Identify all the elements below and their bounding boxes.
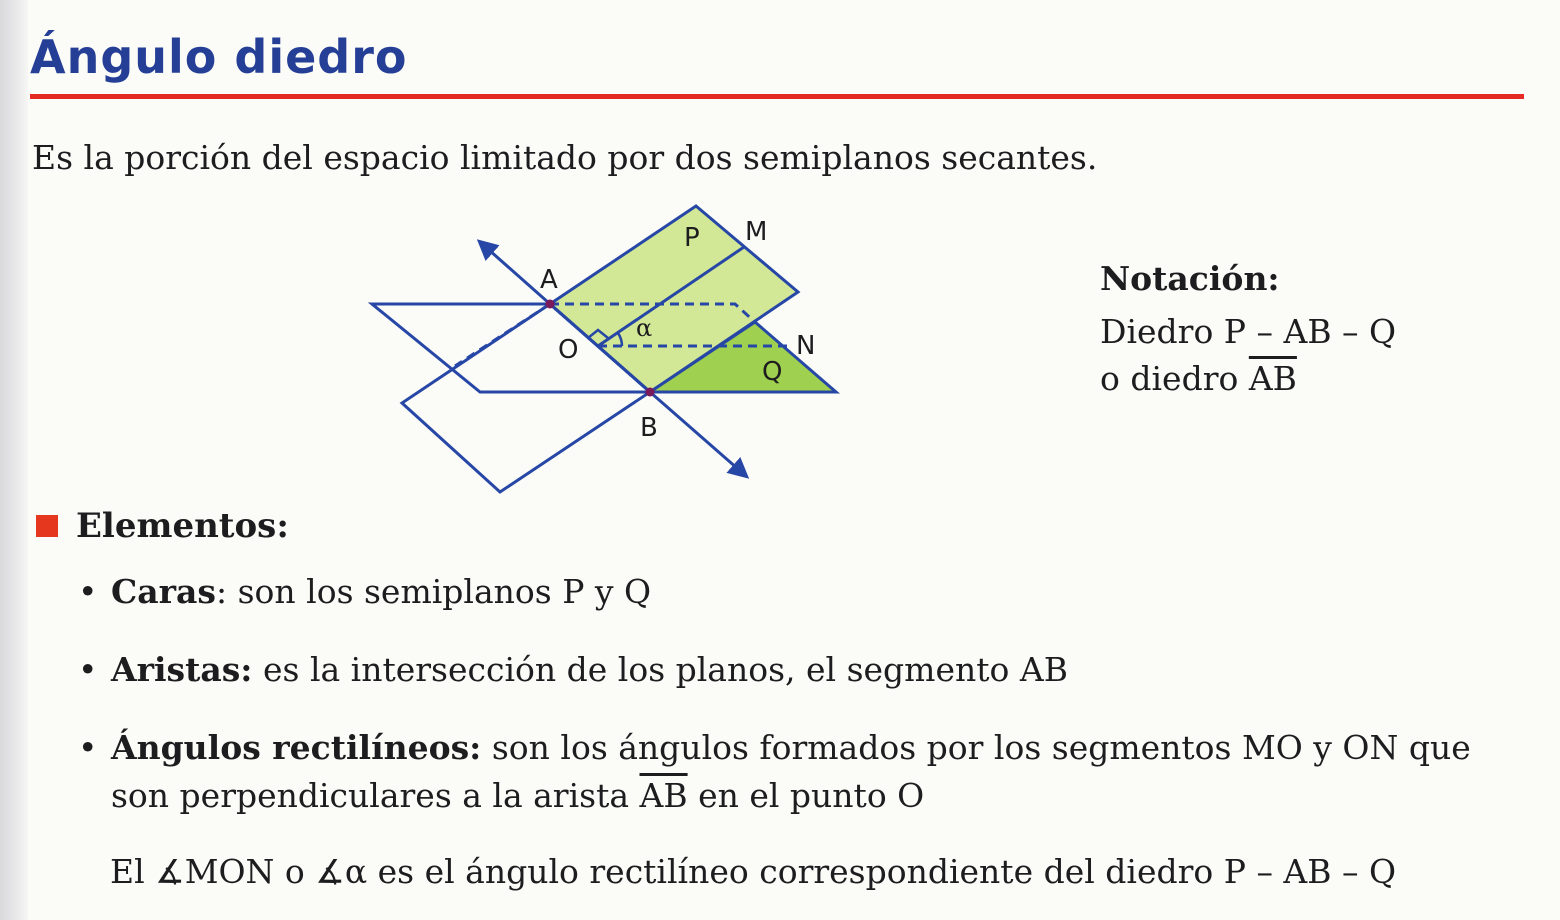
- label-b: B: [640, 413, 658, 443]
- list-item-caras: [78, 568, 1524, 616]
- text-caras: : son los semiplanos P y Q: [216, 572, 652, 611]
- label-q: Q: [762, 357, 783, 387]
- elements-list: [78, 568, 1524, 849]
- label-alpha: α: [636, 314, 653, 342]
- elements-heading-text: Elementos:: [76, 506, 289, 546]
- term-angulos: Ángulos rectilíneos:: [111, 727, 482, 767]
- page-title: Ángulo diedro: [30, 30, 408, 84]
- page-edge-shadow: [0, 0, 28, 920]
- list-item-aristas: [78, 646, 1524, 694]
- label-o: O: [558, 335, 579, 365]
- list-item-angulos: [78, 724, 1524, 820]
- bullet-icon: •: [78, 572, 98, 611]
- notation-line-2-prefix: o diedro: [1100, 358, 1249, 398]
- point-a: [546, 300, 555, 309]
- definition-text: Es la porción del espacio limitado por dos semiplanos secantes.: [32, 138, 1098, 177]
- term-caras: Caras: [111, 572, 216, 611]
- notation-line-1: Diedro P – AB – Q: [1100, 311, 1397, 351]
- rectilinear-angle-text: El ∡MON o ∡α es el ángulo rectilíneo correspondiente del diedro P – AB – Q: [110, 852, 1397, 891]
- label-n: N: [796, 331, 816, 361]
- point-b: [646, 388, 655, 397]
- label-a: A: [540, 265, 558, 295]
- title-underline: [30, 94, 1524, 99]
- elements-heading: [36, 506, 289, 546]
- text-angulos-after: en el punto O: [687, 775, 925, 815]
- label-p: P: [684, 223, 700, 253]
- dihedral-angle-diagram: [360, 200, 860, 500]
- notation-title: Notación:: [1100, 259, 1280, 298]
- notation-edge-ab: $\overline{AB}$: [1248, 358, 1297, 398]
- label-m: M: [745, 217, 768, 247]
- section-square-icon: [36, 515, 58, 537]
- notation-line-2: [1100, 356, 1396, 403]
- text-angulos-edge: $\overline{AB}$: [639, 775, 688, 815]
- bullet-icon: •: [78, 727, 98, 767]
- term-aristas: Aristas:: [111, 649, 253, 689]
- text-angulos: son los ángulos formados por los segmentos MO y ON que son perpendiculares a la arista: [111, 727, 1471, 815]
- edge-ab-lower-arrow: [650, 392, 746, 476]
- text-aristas: es la intersección de los planos, el segmento AB: [252, 649, 1068, 689]
- bullet-icon: •: [78, 649, 98, 689]
- notation-box: [1100, 256, 1396, 403]
